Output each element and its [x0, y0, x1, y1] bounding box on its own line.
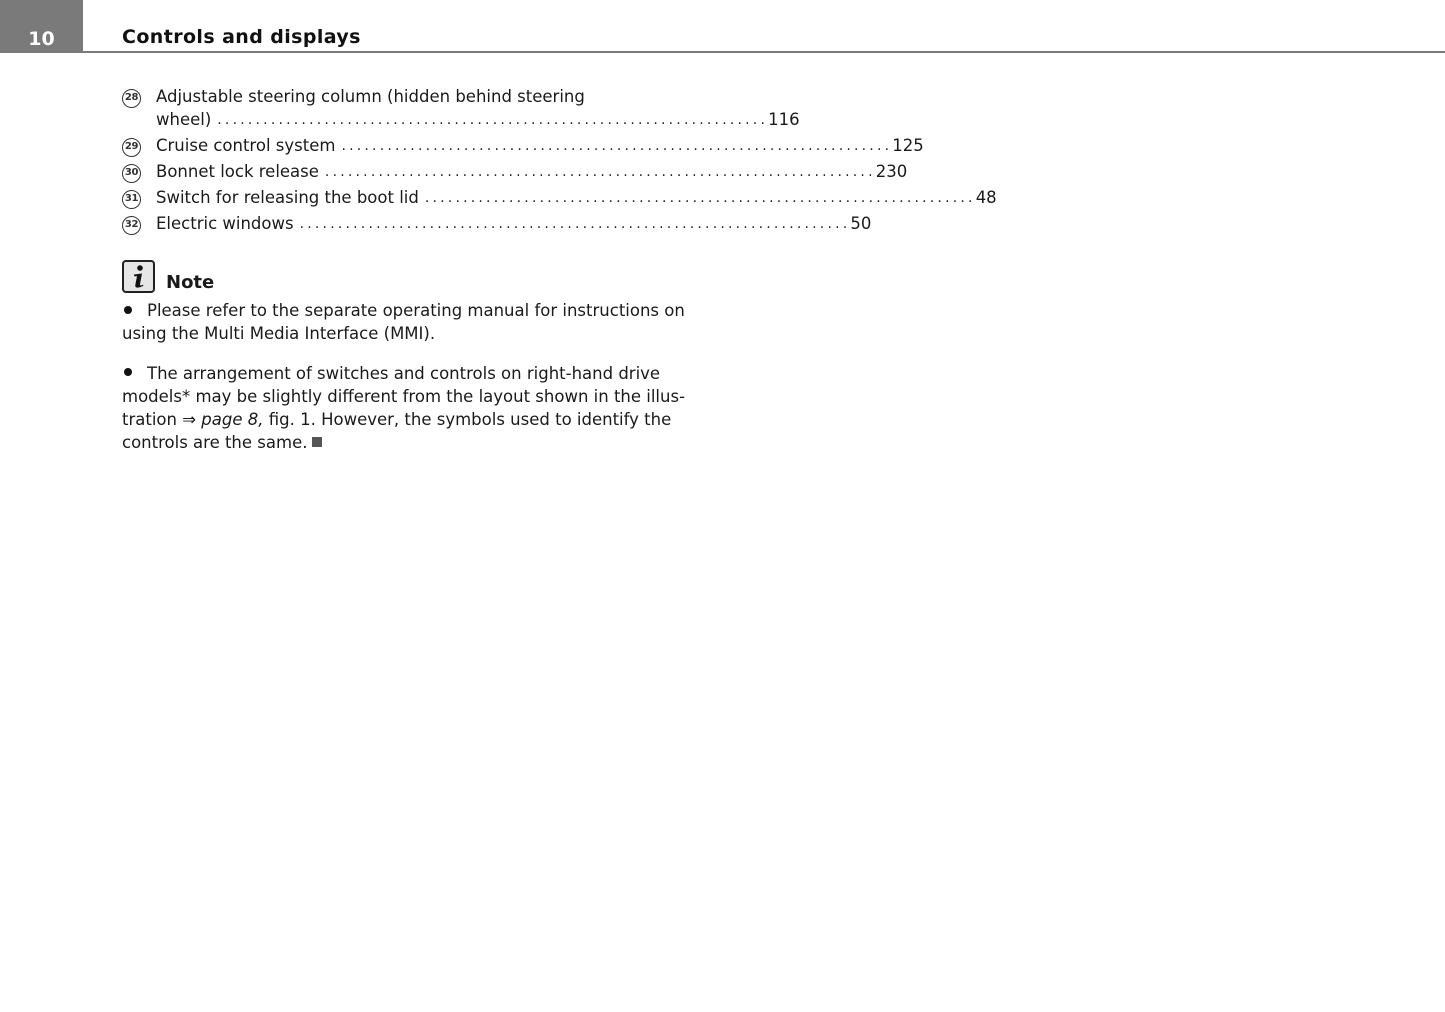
item-number: 32	[122, 216, 141, 235]
dot-leader: ........................................................................	[324, 163, 876, 180]
section-title: Controls and displays	[122, 26, 361, 48]
note-text: Please refer to the separate operating manual for instructions on using the Multi Media Interface (MMI).	[122, 301, 685, 343]
section-end-icon	[312, 437, 322, 447]
item-line	[156, 213, 872, 236]
item-line	[156, 135, 924, 158]
item-number: 31	[122, 190, 141, 209]
item-line	[156, 86, 695, 109]
list-item	[122, 213, 872, 236]
item-page-ref[interactable]: 116	[768, 109, 800, 129]
list-item	[122, 86, 800, 131]
note-text: fig. 1. However, the symbols used to identify the controls are the same.	[122, 409, 672, 452]
dot-leader: ........................................................................	[217, 111, 769, 128]
page-header	[0, 0, 1445, 54]
controls-list	[122, 86, 997, 235]
arrow-icon: ⇒	[182, 409, 197, 429]
info-icon	[122, 260, 155, 293]
item-label: Electric windows	[156, 213, 300, 236]
item-number: 30	[122, 164, 141, 183]
note-paragraph	[122, 362, 702, 454]
list-item	[122, 161, 908, 184]
note-text: The arrangement of switches and controls on right-hand drive models* may be slightly different from the layout shown in the illus-tration	[122, 363, 686, 429]
list-item	[122, 187, 997, 210]
note-header	[122, 257, 697, 293]
item-label: Adjustable steering column (hidden behind steering	[156, 86, 591, 109]
item-page-ref[interactable]: 230	[875, 161, 908, 181]
bullet-icon	[124, 306, 132, 314]
bullet-icon	[124, 368, 132, 376]
page-number: 10	[0, 0, 83, 53]
note-section	[122, 257, 697, 454]
item-page-ref[interactable]: 50	[850, 213, 872, 233]
item-line	[156, 161, 908, 184]
item-label-continued: wheel)	[156, 109, 217, 132]
item-number: 28	[122, 89, 141, 108]
dot-leader: ........................................................................	[341, 137, 893, 154]
page-content	[122, 86, 997, 470]
header-rule	[83, 51, 1445, 53]
item-label: Switch for releasing the boot lid	[156, 187, 425, 210]
item-label: Cruise control system	[156, 135, 341, 158]
item-page-ref[interactable]: 48	[975, 187, 997, 207]
item-label: Bonnet lock release	[156, 161, 325, 184]
item-line	[156, 109, 800, 132]
note-paragraph	[122, 299, 702, 345]
list-item	[122, 135, 924, 158]
item-page-ref[interactable]: 125	[892, 135, 924, 155]
item-line	[156, 187, 997, 210]
item-number: 29	[122, 138, 141, 157]
note-title: Note	[166, 272, 215, 293]
dot-leader: ........................................................................	[424, 189, 976, 206]
dot-leader: ........................................................................	[299, 215, 851, 232]
page-reference-link[interactable]: page 8,	[201, 409, 264, 429]
